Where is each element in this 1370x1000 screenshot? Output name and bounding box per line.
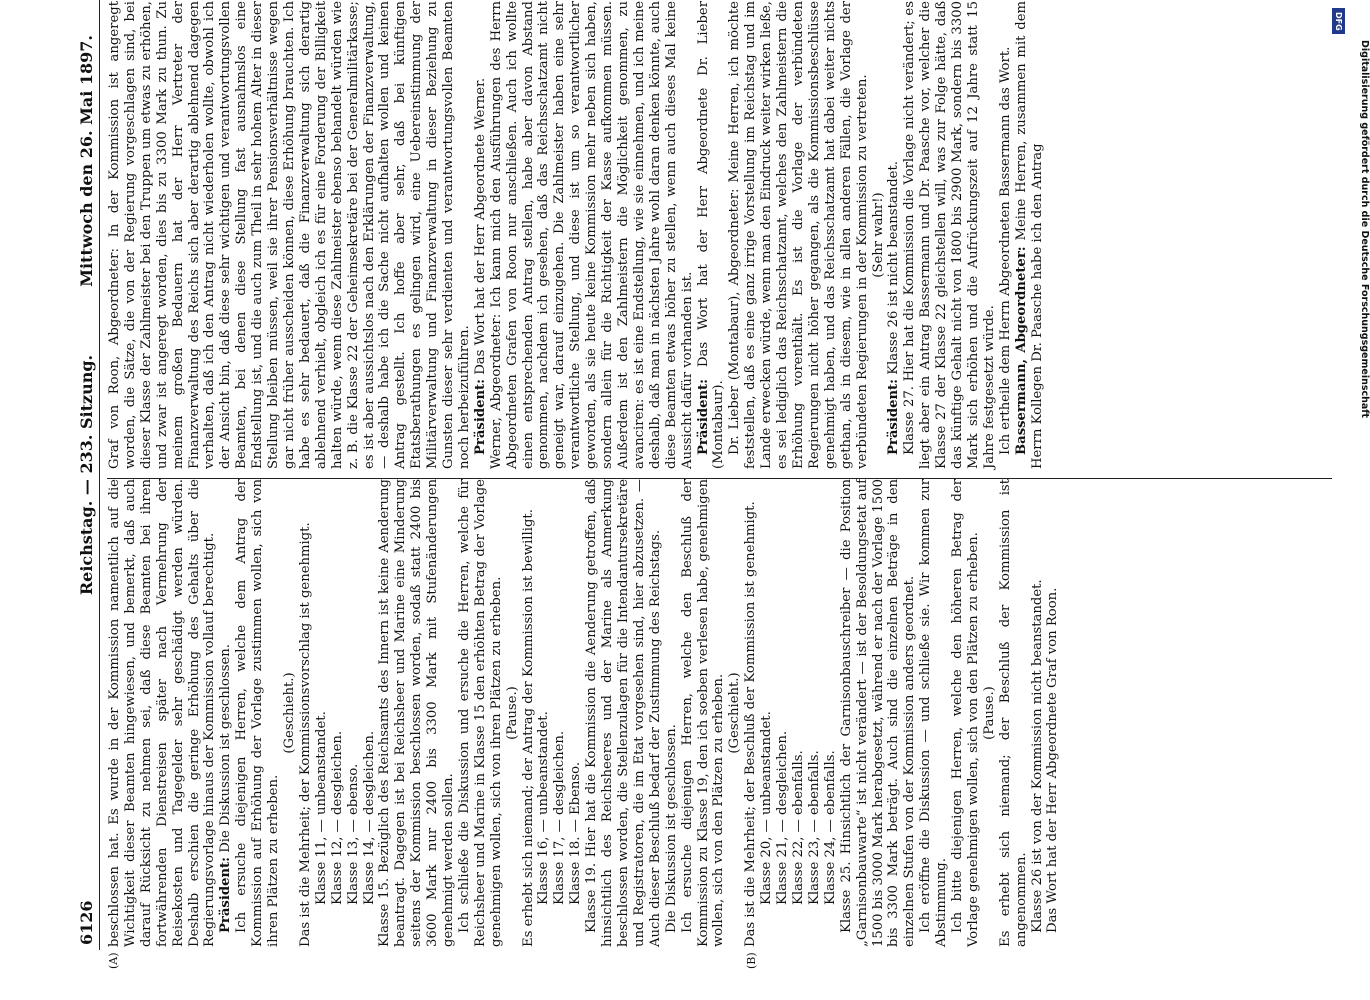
paragraph: Es erhebt sich niemand; der Beschluß der Kommission ist angenommen.	[997, 479, 1029, 947]
rotated-page	[25, 0, 1335, 975]
paragraph: Ich ertheile dem Herrn Abgeordneten Bassermann das Wort.	[997, 46, 1013, 455]
paragraph: Das ist die Mehrheit; der Beschluß der Kommission ist genehmigt.	[743, 501, 759, 947]
paragraph: Klasse 22, — ebenfalls.	[790, 750, 806, 905]
header-rule	[99, 0, 100, 950]
paragraph: Bassermann, Abgeordneter: Meine Herren, zusammen mit dem Herrn Kollegen Dr. Paasche habe ich den Antrag	[1013, 0, 1045, 469]
paragraph: Klasse 24, — ebenfalls.	[822, 750, 838, 905]
paragraph: Präsident: Das Wort hat der Herr Abgeordnete Dr. Lieber (Montabaur).	[695, 1, 727, 469]
paragraph: Es erhebt sich niemand; der Antrag der Kommission ist bewilligt.	[520, 509, 536, 947]
paragraph: Klasse 23, — ebenfalls.	[806, 750, 822, 905]
right-column	[107, 1, 1045, 469]
paragraph: Graf von Roon, Abgeordneter: In der Kommission ist angeregt worden, die Sätze, die von der Regierung vorgeschlagen sind, bei dieser Klasse der Zahlmeister bei den Truppen um etwas zu erhöhen, und zwar ist angeregt worden, dies bis zu 3300 Mark zu thun. Zu meinem großen Bedauern hat der Herr Vertreter der Finanzverwaltung des Reichs sich aber derartig ablehnend dagegen verhalten, daß ich den Antrag nicht wiederholen wollte, obwohl ich der Ansicht bin, daß diese sehr wichtigen und verantwortungsvollen Beamten, bei denen diese Stellung fast ausnahmslos eine Endstellung ist, und die auch zum Theil in sehr hohem Alter in dieser Stellung bleiben müssen, weil sie ihrer Pensionsverhältnisse wegen gar nicht früher ausscheiden können, diese Erhöhung brauchten. Ich habe es sehr bedauert, daß die Finanzverwaltung sich derartig ablehnend verhielt, obgleich ich es für eine Forderung der Billigkeit halten würde, wenn diese Zahlmeister ebenso behandelt würden wie z. B. die Klasse 22 der Geheimsekretäre bei der Generalmilitärkasse; es ist aber aussichtslos nach den Erklärungen der Finanzverwaltung, — deshalb habe ich die Sache nicht aufhalten wollen und keinen Antrag gestellt. Ich hoffe aber sehr, daß bei künftigen Etatsberathungen es gelingen wird, eine Uebereinstimmung der Militärverwaltung und Finanzverwaltung in dieser Beziehung zu Gunsten dieser sehr verdienten und verantwortungsvollen Beamten noch herbeizuführen.	[107, 1, 472, 469]
digitization-note: Digitalisierung gefördert durch die Deutsche Forschungsgemeinschaft	[1359, 40, 1370, 418]
paragraph: Ich schließe die Diskussion und ersuche die Herren, welche für Reichsheer und Marine in Klasse 15 den erhöhten Betrag der Vorlage genehmigen wollen, sich von ihren Plätzen zu erheben.	[456, 479, 504, 947]
paragraph: (Geschieht.)	[727, 672, 743, 754]
paragraph: (Pause.)	[504, 686, 520, 740]
paragraph: Klasse 13, — ebenso.	[345, 763, 361, 905]
paragraph: Werner, Abgeordneter: Ich kann mich den Ausführungen des Herrn Abgeordneten Grafen von Roon nur anschließen. Auch ich wollte einen entsprechenden Antrag stellen, habe aber davon Abstand genommen, nachdem ich gesehen, daß das Reichsschatzamt nicht geneigt war, darauf einzugehen. Die Zahlmeister haben eine sehr verantwortliche Stellung, und diese ist um so verantwortlicher geworden, als sie heute keine Kommission mehr neben sich haben, sondern allein für die Richtigkeit der Kasse aufkommen müssen. Außerdem ist den Zahlmeistern die Möglichkeit genommen, zu avanciren: es ist eine Endstellung, wie sie einnehmen, und ich meine deshalb, daß man in nächsten Jahre wohl daran denken könnte, auch diese Beamten etwas höher zu stellen, wenn auch dieses Mal keine Aussicht dafür vorhanden ist.	[488, 1, 695, 469]
paragraph: Klasse 15. Bezüglich des Reichsamts des Innern ist keine Aenderung beantragt. Dagegen ist bei Reichsheer und Marine eine Minderung seitens der Kommission beschlossen worden, sodaß statt 2400 bis 3600 Mark nur 2400 bis 3300 Mark mit Stufenänderungen genehmigt werden sollen.	[377, 479, 457, 947]
paragraph: Ich ersuche diejenigen Herren, welche dem Antrag der Kommission auf Erhöhung der Vorlage zustimmen wollen, sich von ihren Plätzen zu erheben.	[234, 479, 282, 947]
paragraph: (Geschieht.)	[281, 672, 297, 754]
running-head: Reichstag. — 233. Sitzung.	[77, 354, 96, 596]
paragraph: Ich ersuche diejenigen Herren, welche den Beschluß der Kommission zu Klasse 19, den ich soeben verlesen habe, genehmigen wollen, sich von den Plätzen zu erheben.	[679, 479, 727, 947]
paragraph: (Sehr wahr!)	[870, 192, 886, 278]
paragraph: Das ist die Mehrheit; der Kommissionsvorschlag ist genehmigt.	[297, 522, 313, 947]
margin-mark-a: (A)	[107, 952, 120, 969]
paragraph: Klasse 25. Hinsichtlich der Garnisonbauschreiber — die Position „Garnisonbauwarte“ ist nicht verändert — ist der Besoldungsetat auf 1500 bis 3000 Mark herabgesetzt, während er nach der Vorlage 1500 bis 3300 Mark beträgt. Auch sind die einzelnen Beträge in den einzelnen Stufen von der Kommission anders geordnet.	[838, 479, 918, 947]
column-divider	[107, 478, 1332, 479]
speaker-name: Bassermann, Abgeordneter:	[1013, 246, 1029, 455]
speaker-name: Präsident:	[472, 378, 488, 455]
paragraph: Das Wort hat der Herr Abgeordnete Graf von Roon.	[1045, 587, 1061, 933]
paragraph: Klasse 21, — desgleichen.	[775, 730, 791, 905]
date-line: Mittwoch den 26. Mai 1897.	[77, 35, 96, 287]
paragraph: Klasse 16, — unbeanstandet.	[536, 711, 552, 905]
paragraph: Präsident: Klasse 26 ist nicht beanstandet.	[886, 161, 902, 455]
margin-mark-b: (B)	[745, 952, 758, 969]
paragraph: Präsident: Die Diskussion ist geschlossen.	[218, 644, 234, 933]
speaker-name: Präsident:	[218, 856, 234, 933]
paragraph: Klasse 18. — Ebenso.	[568, 761, 584, 905]
paragraph: beschlossen hat. Es wurde in der Kommission namentlich auf die Wichtigkeit dieser Beamten hingewiesen, und bemerkt, daß auch darauf Rücksicht zu nehmen sei, daß diese Beamten bei ihren fortwährenden Dienstreisen später nach Vermehrung der Reisekosten und Tagegelder sehr geschädigt werden würden. Deshalb erschien die geringe Erhöhung des Gehalts über die Regierungsvorlage hinaus der Kommission vollauf berechtigt.	[107, 479, 218, 947]
paragraph: Die Diskussion ist geschlossen.	[663, 724, 679, 933]
left-column	[107, 479, 1061, 947]
paragraph: Klasse 20, — unbeanstandet.	[759, 711, 775, 905]
speaker-name: Präsident:	[695, 378, 711, 455]
paragraph: Klasse 27. Hier hat die Kommission die Vorlage nicht verändert; es liegt aber ein Antrag Bassermann und Dr. Paasche vor, welcher die Klasse 27 der Klasse 22 gleichstellen will, was zur Folge hätte, daß das künftige Gehalt nicht von 1800 bis 2900 Mark, sondern bis 3300 Mark sich erhöhen und die Aufrückungszeit auf 12 Jahre statt 15 Jahre festgesetzt würde.	[902, 1, 997, 469]
paragraph: Ich eröffne die Diskussion — und schließe sie. Wir kommen zur Abstimmung.	[918, 479, 950, 947]
paragraph: Klasse 26 ist von der Kommission nicht beanstandet.	[1029, 579, 1045, 933]
paragraph: Präsident: Das Wort hat der Herr Abgeordnete Werner.	[472, 77, 488, 455]
paragraph: Ich bitte diejenigen Herren, welche den höheren Betrag der Vorlage genehmigen wollen, sich von den Plätzen zu erheben.	[950, 479, 981, 947]
paragraph: Klasse 14, — desgleichen.	[361, 730, 377, 905]
paragraph: Klasse 12, — desgleichen.	[329, 730, 345, 905]
page-number: 6126	[77, 900, 96, 945]
paragraph: Klasse 19. Hier hat die Kommission die Aenderung getroffen, daß hinsichtlich des Reichsheeres und der Marine als Anmerkung beschlossen worden, die Stellenzulagen für die Intendantursekretäre und Registratoren, die im Etat vorgesehen sind, hier abzusetzen. — Auch dieser Beschluß bedarf der Zustimmung des Reichstags.	[584, 479, 663, 947]
paragraph: (Pause.)	[981, 686, 997, 740]
speaker-name: Präsident:	[886, 378, 902, 455]
paragraph: Klasse 11, — unbeanstandet.	[313, 711, 329, 905]
paragraph: Dr. Lieber (Montabaur), Abgeordneter: Meine Herren, ich möchte feststellen, daß es eine ganz irrige Vorstellung im Reichstag und im Lande erwecken würde, wenn man den Eindruck weiter wirken ließe, es sei lediglich das Reichsschatzamt, welches den Zahlmeistern die Erhöhung vorenthält. Es ist die Vorlage der verbündeten Regierungen nicht höher gegangen, als die Kommissionsbeschlüsse genehmigt haben, und das Reichsschatzamt hat dabei weiter nichts gethan, als in diesem, wie in allen anderen Fällen, die Vorlage der verbündeten Regierungen in der Kommission zu vertreten.	[727, 1, 870, 469]
dfg-logo: DFG	[1332, 8, 1345, 34]
paragraph: Klasse 17, — desgleichen.	[552, 730, 568, 905]
